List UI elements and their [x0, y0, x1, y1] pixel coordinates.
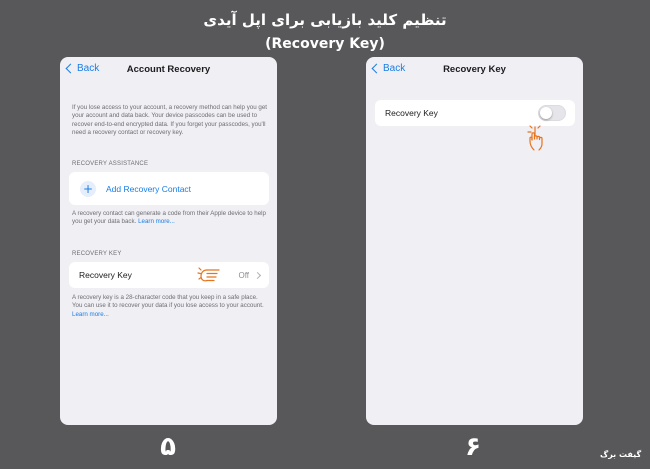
- contact-footer-text: A recovery contact can generate a code from their Apple device to help you get your data back.: [72, 210, 266, 226]
- recovery-key-footer: [72, 294, 268, 319]
- learn-more-link[interactable]: Learn more...: [72, 310, 109, 318]
- brand-logo: گیفت برگ: [600, 450, 642, 459]
- nav-title: Recovery Key: [443, 64, 506, 75]
- back-label: Back: [383, 63, 406, 74]
- page-subtitle: (Recovery Key): [265, 36, 385, 52]
- recovery-key-label: Recovery Key: [79, 270, 132, 280]
- learn-more-link[interactable]: Learn more...: [138, 218, 175, 226]
- account-recovery-screen: [60, 57, 277, 425]
- plus-icon: +: [80, 181, 96, 197]
- recovery-key-status: Off: [238, 270, 249, 280]
- recovery-key-row[interactable]: [69, 262, 269, 288]
- section-header-recovery-key: RECOVERY KEY: [72, 251, 122, 257]
- add-recovery-contact-label: Add Recovery Contact: [106, 183, 192, 194]
- chevron-right-icon: [254, 271, 261, 278]
- recovery-key-screen: [366, 57, 583, 425]
- recovery-key-footer-text: A recovery key is a 28-character code that you keep in a safe place. You can use it to recover your data if you lose access to your account.: [72, 294, 264, 310]
- step-number-6: ۶: [465, 432, 481, 462]
- section-header-assistance: RECOVERY ASSISTANCE: [72, 161, 149, 167]
- page-title: تنظیم کلید بازیابی برای اپل آیدی: [203, 11, 447, 29]
- nav-title: Account Recovery: [126, 64, 211, 75]
- nav-bar: [60, 57, 277, 83]
- tap-hand-icon: [526, 123, 548, 153]
- toggle-label: Recovery Key: [385, 108, 438, 118]
- contact-footer: [72, 210, 268, 227]
- recovery-key-toggle[interactable]: [538, 105, 566, 121]
- back-label: Back: [77, 63, 100, 74]
- pointing-hand-icon: [197, 266, 223, 284]
- intro-text: If you lose access to your account, a recovery method can help you get your account and data back. Your device passcodes can be used to recover end-to-end encrypted data. If you forget your passcodes, you'll need a recovery contact or recovery key.: [72, 104, 268, 137]
- step-number-5: ۵: [160, 432, 176, 462]
- add-recovery-contact-button[interactable]: [69, 172, 269, 205]
- toggle-knob: [540, 107, 552, 119]
- nav-bar: [366, 57, 583, 83]
